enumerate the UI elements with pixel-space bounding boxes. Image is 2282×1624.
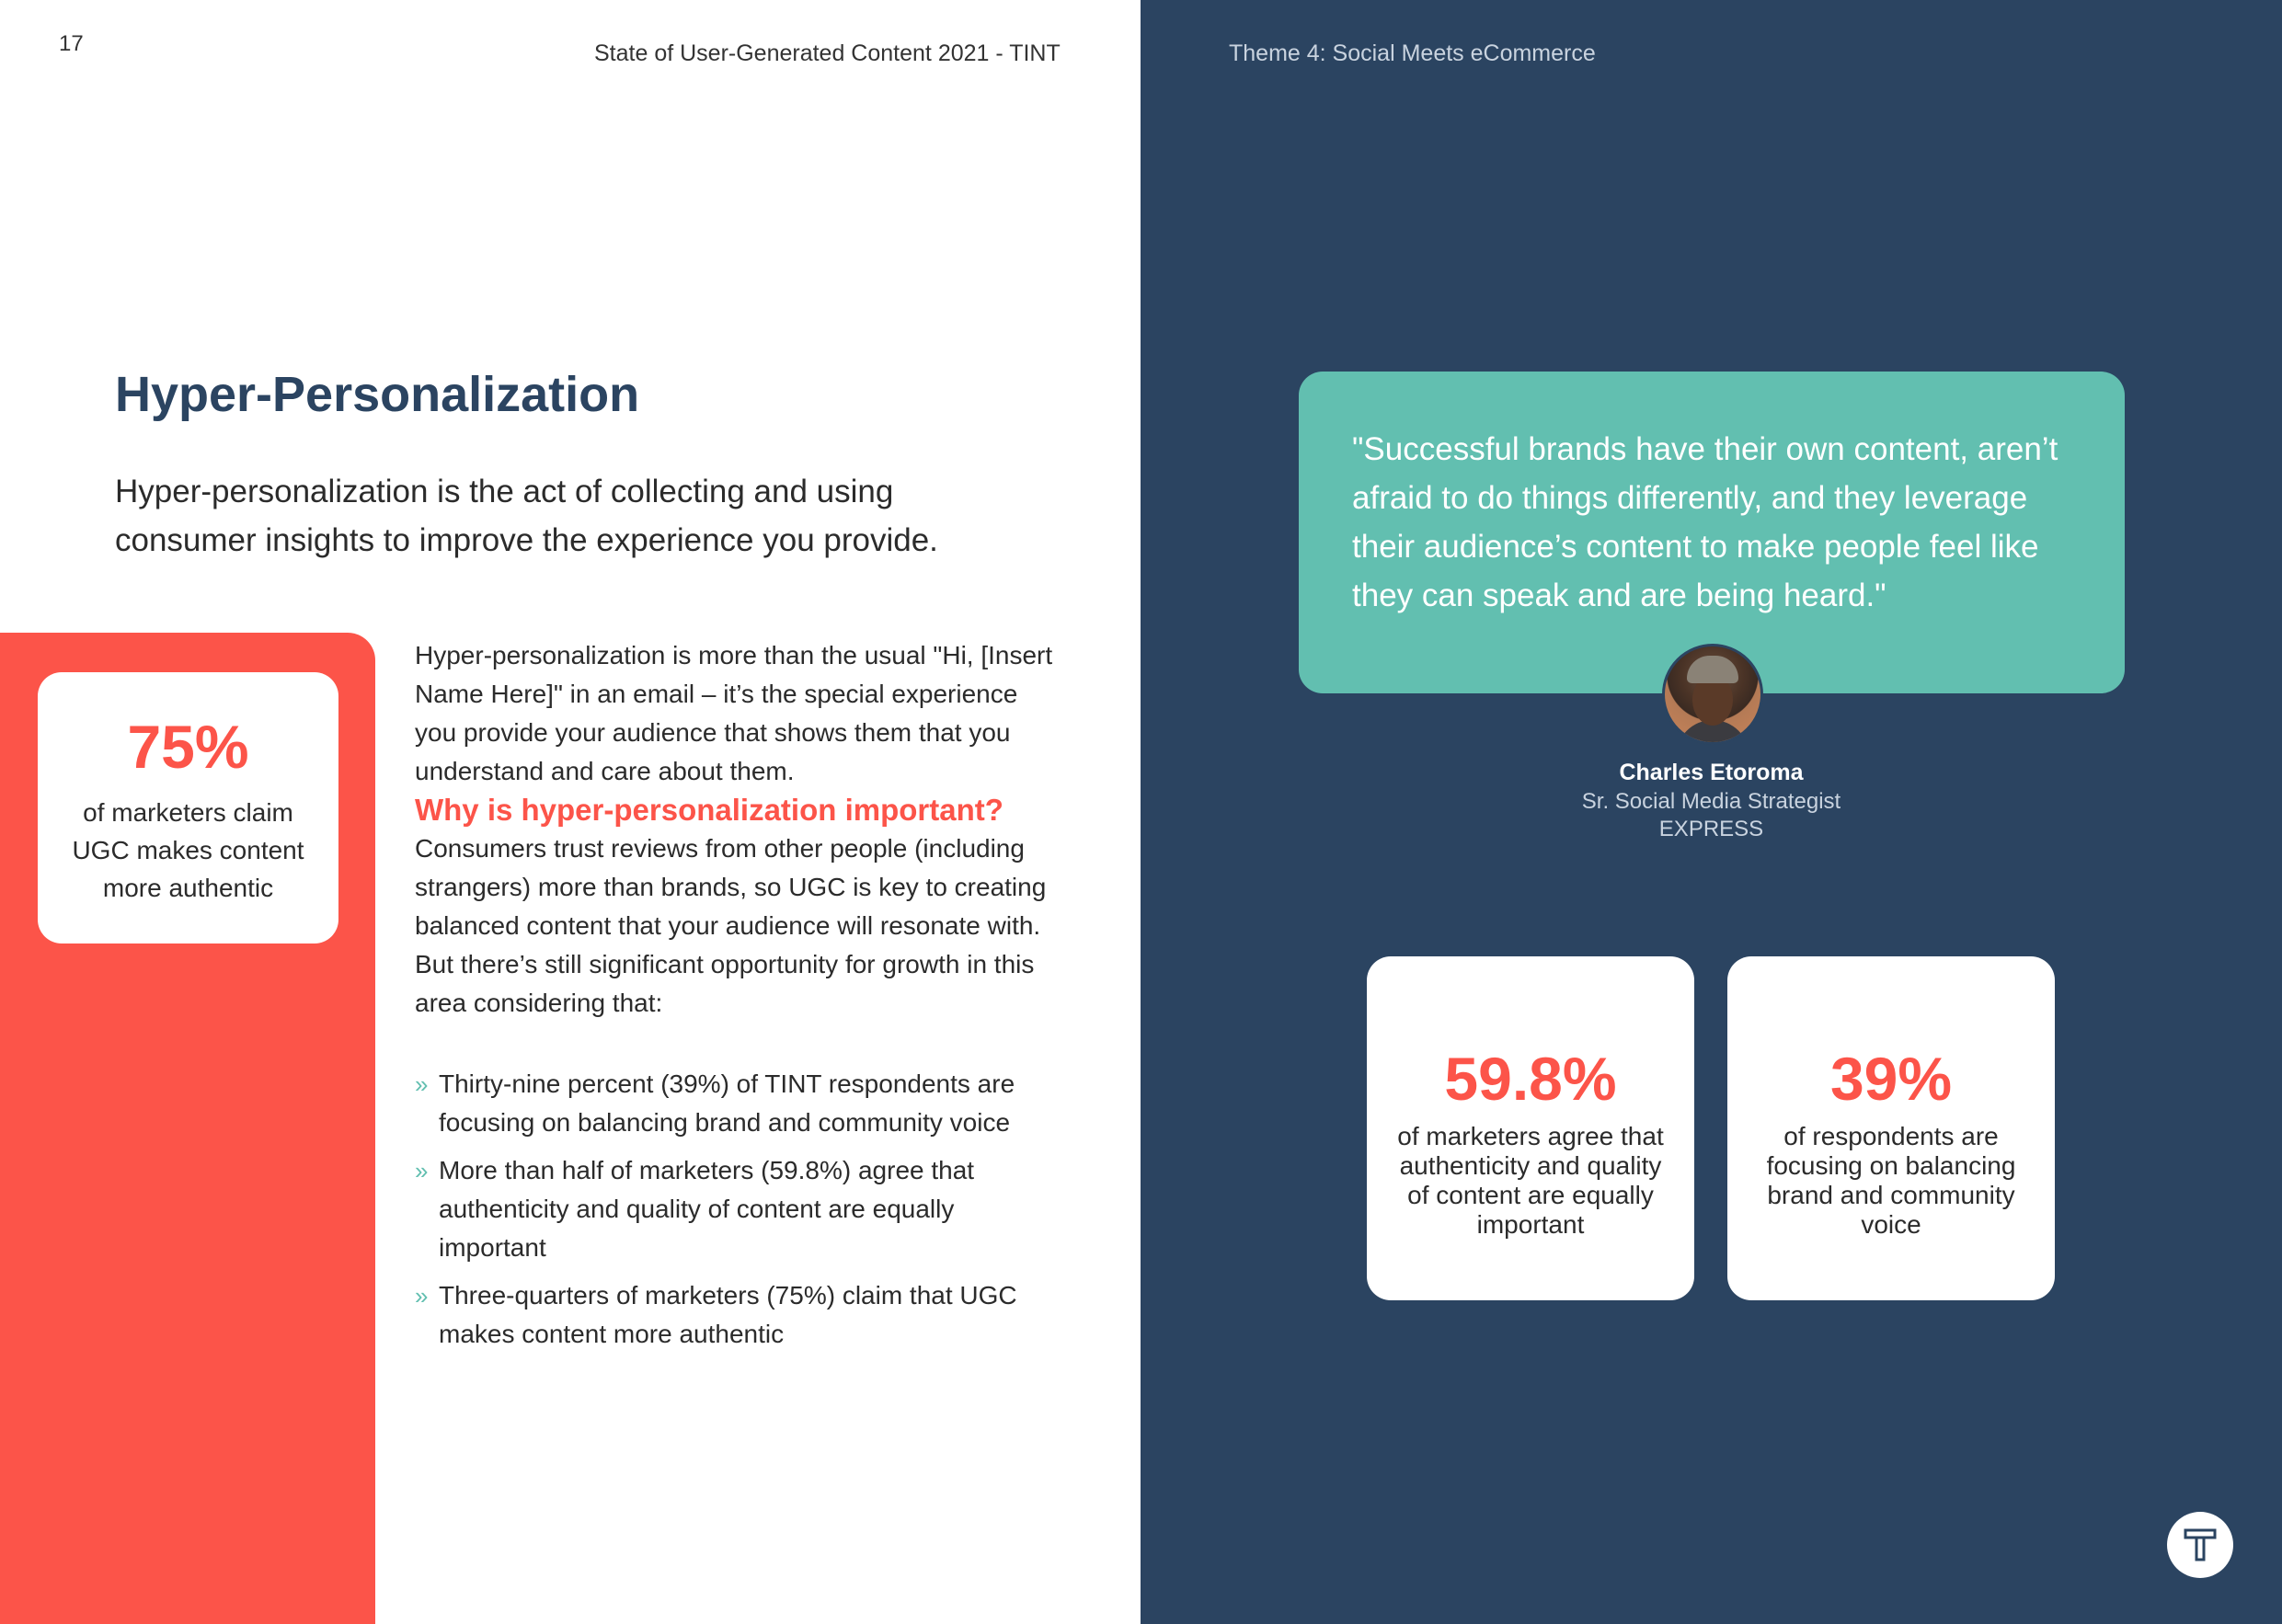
stat-value: 39%	[1829, 1045, 1953, 1113]
body-copy	[415, 636, 1059, 1363]
quote-author-company: EXPRESS	[1658, 817, 1764, 841]
list-item: » More than half of marketers (59.8%) agree that authenticity and quality of content are equally important	[415, 1151, 1059, 1267]
list-item: » Thirty-nine percent (39%) of TINT respondents are focusing on balancing brand and community voice	[415, 1065, 1059, 1142]
stat-value: 75%	[127, 713, 249, 781]
page-title: Hyper-Personalization	[115, 367, 640, 422]
chevron-bullet-icon: »	[415, 1070, 429, 1098]
body-paragraph-2: Consumers trust reviews from other people (including strangers) more than brands, so UGC is key to creating balanced content that your audience will resonate with. But there’s still significant opportunity for growth in this area considering that:	[415, 834, 1047, 1017]
list-item: » Three-quarters of marketers (75%) claim that UGC makes content more authentic	[415, 1276, 1059, 1354]
intro-paragraph: Hyper-personalization is the act of collecting and using consumer insights to improve the experience you provide.	[115, 474, 938, 558]
quote-text: "Successful brands have their own content, aren’t afraid to do things differently, and they leverage their audience’s content to make people feel like they can speak and are being heard."	[1352, 431, 2058, 613]
body-paragraph-1: Hyper-personalization is more than the usual "Hi, [Insert Name Here]" in an email – it’s the special experience you provide your audience that shows them that you understand and care about them.	[415, 641, 1053, 785]
person-avatar	[1662, 644, 1763, 745]
chevron-bullet-icon: »	[415, 1282, 429, 1309]
stat-caption: of respondents are focusing on balancing brand and community voice	[1766, 1122, 2016, 1239]
chevron-bullet-icon: »	[415, 1157, 429, 1184]
bullet-list	[415, 1065, 1059, 1354]
stat-card-59-8	[1367, 956, 1694, 1300]
stat-caption: of marketers agree that authenticity and quality of content are equally important	[1397, 1122, 1664, 1239]
section-subheading: Why is hyper-personalization important?	[415, 793, 1003, 827]
running-header-right: Theme 4: Social Meets eCommerce	[1229, 40, 1596, 66]
running-header-left: State of User-Generated Content 2021 - TINT	[594, 40, 1061, 66]
stat-card-75	[38, 672, 338, 944]
stat-caption: of marketers claim UGC makes content more authentic	[72, 798, 304, 902]
stat-value: 59.8%	[1444, 1045, 1617, 1113]
stat-card-39	[1727, 956, 2055, 1300]
quote-author-name: Charles Etoroma	[1619, 760, 1804, 785]
quote-author-role: Sr. Social Media Strategist	[1581, 789, 1841, 814]
right-page	[1141, 0, 2282, 1624]
page-number: 17	[59, 31, 84, 56]
tint-logo-icon	[2167, 1512, 2233, 1578]
